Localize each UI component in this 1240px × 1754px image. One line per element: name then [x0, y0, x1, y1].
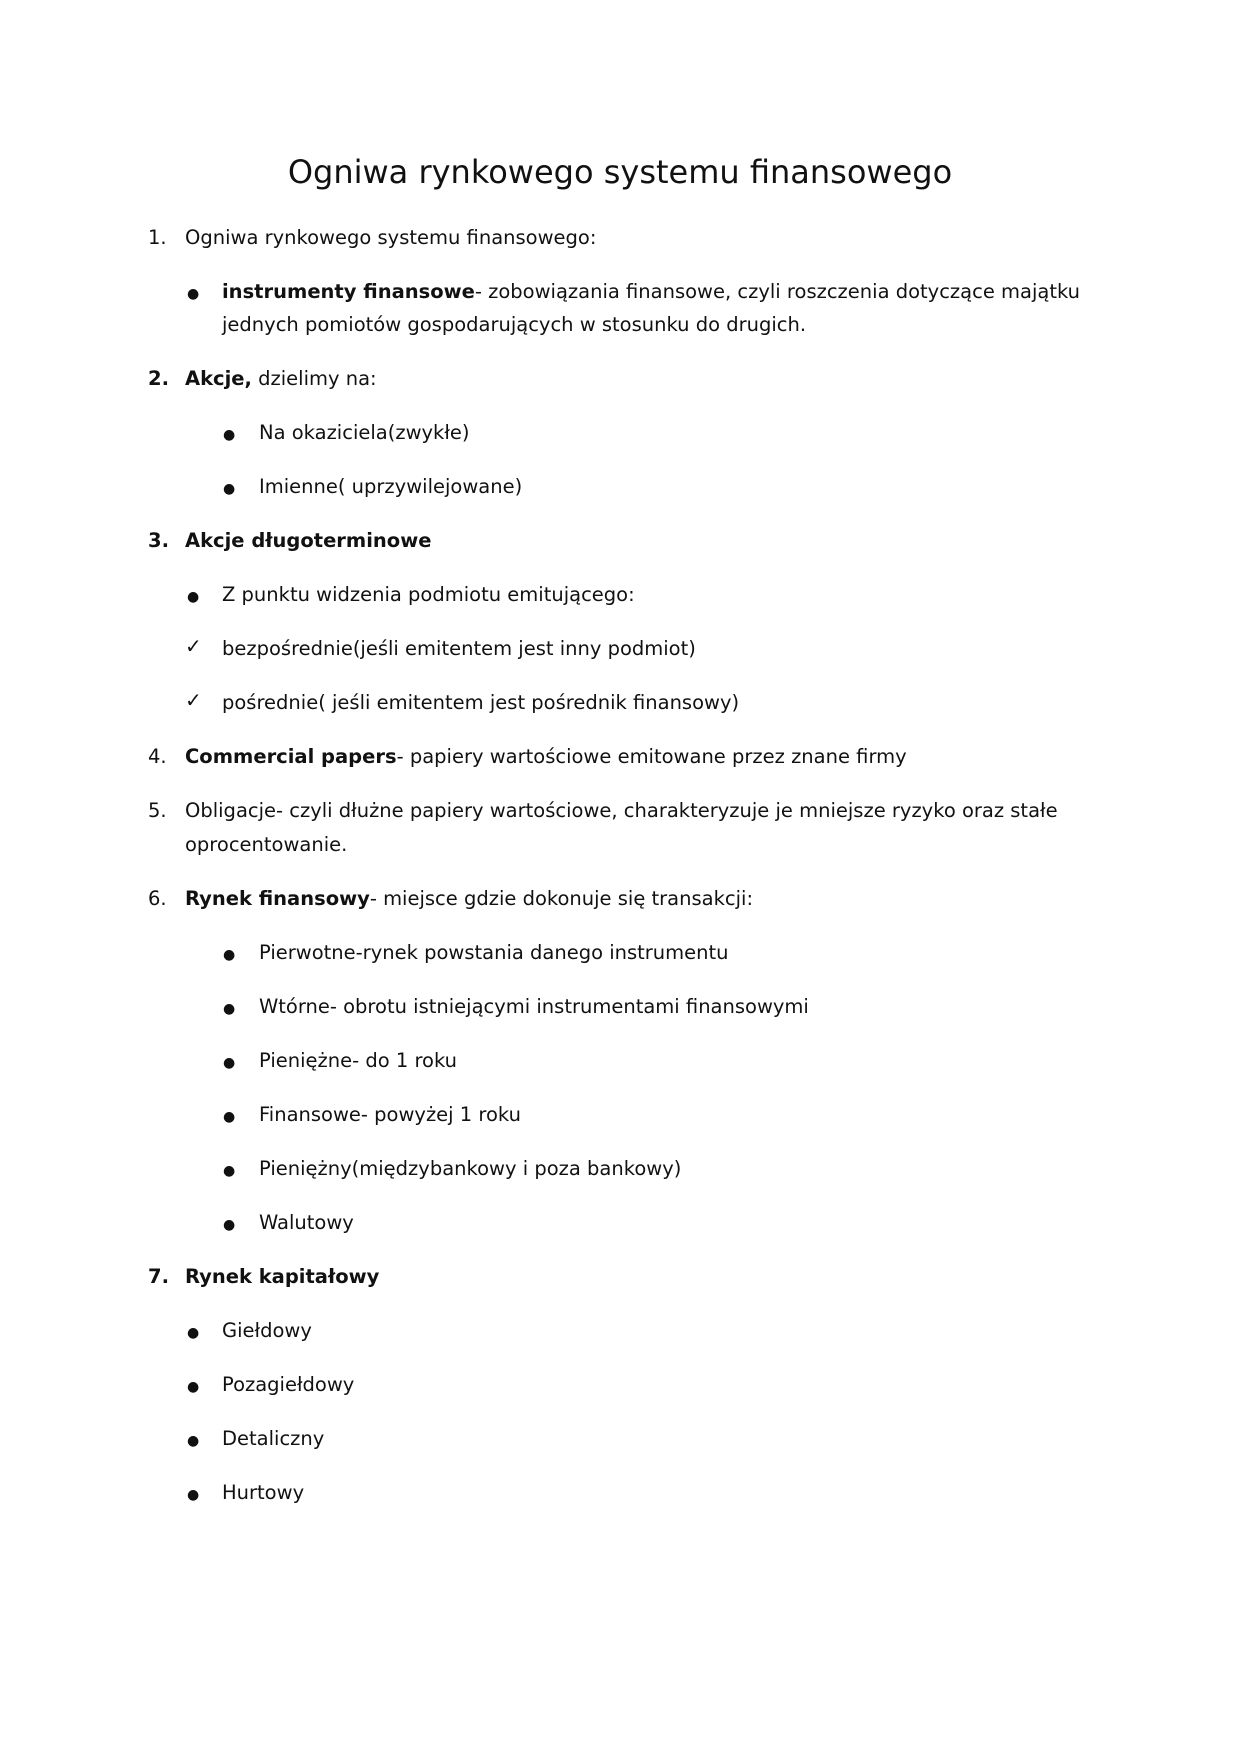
item-text: Ogniwa rynkowego systemu finansowego:: [185, 226, 597, 249]
bullet-icon: ●: [223, 1001, 236, 1017]
bullet-icon: ●: [187, 1487, 200, 1503]
sub-item-text: Finansowe- powyżej 1 roku: [259, 1103, 521, 1126]
term-bold: Commercial papers: [185, 745, 397, 768]
item-text: - miejsce gdzie dokonuje się transakcji:: [369, 887, 754, 910]
sub-item-text: Z punktu widzenia podmiotu emitującego:: [222, 583, 635, 606]
check-icon: ✓: [185, 634, 202, 658]
sub-item-text: Pieniężne- do 1 roku: [259, 1049, 458, 1072]
term-definition: - zobowiązania finansowe, czyli roszczenia dotyczące majątku: [474, 280, 1081, 303]
term-bold: Akcje,: [185, 367, 252, 390]
bullet-icon: ●: [223, 427, 236, 443]
bullet-icon: ●: [187, 286, 200, 302]
bullet-icon: ●: [187, 1433, 200, 1449]
bullet-icon: ●: [223, 1163, 236, 1179]
sub-item-text: [222, 277, 1080, 307]
bullet-icon: ●: [223, 481, 236, 497]
item-text: - papiery wartościowe emitowane przez znane firmy: [396, 745, 907, 768]
sub-item-text: Wtórne- obrotu istniejącymi instrumentami finansowymi: [259, 995, 809, 1018]
bullet-icon: ●: [223, 947, 236, 963]
item-number: 4.: [148, 745, 167, 768]
sub-item-text: Na okaziciela(zwykłe): [259, 421, 470, 444]
bullet-icon: ●: [223, 1217, 236, 1233]
sub-item-text: Giełdowy: [222, 1319, 312, 1342]
sub-item-text: Detaliczny: [222, 1427, 325, 1450]
item-number: 1.: [148, 226, 167, 249]
term-bold: Akcje długoterminowe: [185, 529, 432, 552]
term-bold: instrumenty finansowe: [222, 280, 475, 303]
sub-item-text: Imienne( uprzywilejowane): [259, 475, 523, 498]
document-title: Ogniwa rynkowego systemu finansowego: [287, 153, 953, 191]
item-continuation: oprocentowanie.: [185, 833, 348, 856]
sub-item-text: Walutowy: [259, 1211, 354, 1234]
item-number: 6.: [148, 887, 167, 910]
item-number: 7.: [148, 1265, 169, 1288]
term-bold: Rynek finansowy: [185, 887, 370, 910]
sub-item-text: Pierwotne-rynek powstania danego instrumentu: [259, 941, 729, 964]
item-number: 5.: [148, 799, 167, 822]
check-item-text: bezpośrednie(jeśli emitentem jest inny podmiot): [222, 637, 696, 660]
bullet-icon: ●: [187, 1379, 200, 1395]
bullet-icon: ●: [187, 589, 200, 605]
term-bold: Rynek kapitałowy: [185, 1265, 380, 1288]
sub-item-text: Hurtowy: [222, 1481, 305, 1504]
bullet-icon: ●: [223, 1109, 236, 1125]
bullet-icon: ●: [187, 1325, 200, 1341]
sub-item-text: Pozagiełdowy: [222, 1373, 355, 1396]
check-icon: ✓: [185, 688, 202, 712]
sub-item-text: Pieniężny(międzybankowy i poza bankowy): [259, 1157, 682, 1180]
item-text: Obligacje- czyli dłużne papiery wartościowe, charakteryzuje je mniejsze ryzyko oraz stałe: [185, 799, 1058, 822]
item-number: 3.: [148, 529, 169, 552]
item-number: 2.: [148, 367, 169, 390]
bullet-icon: ●: [223, 1055, 236, 1071]
check-item-text: pośrednie( jeśli emitentem jest pośrednik finansowy): [222, 691, 740, 714]
sub-item-continuation: jednych pomiotów gospodarujących w stosunku do drugich.: [222, 313, 807, 336]
item-text: dzielimy na:: [251, 367, 377, 390]
